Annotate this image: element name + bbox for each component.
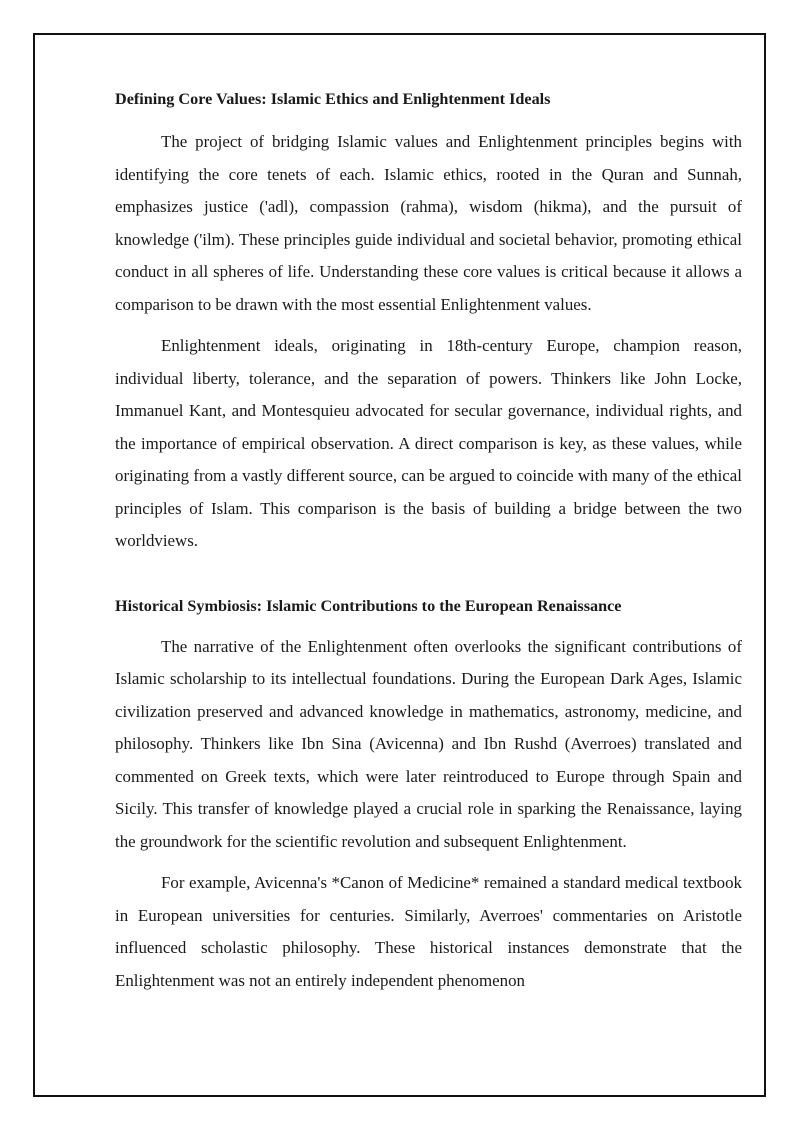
paragraph: Enlightenment ideals, originating in 18th-century Europe, champion reason, individual liberty, tolerance, and the separation of powers. Thinkers like John Locke, Immanuel Kant, and Montesquieu advocated for secular governance, individual rights, and the importance of empirical observation. A direct comparison is key, as these values, while originating from a vastly different source, can be argued to coincide with many of the ethical principles of Islam. This comparison is the basis of building a bridge between the two worldviews. xyxy=(115,336,742,550)
paragraph: For example, Avicenna's *Canon of Medicine* remained a standard medical textbook in European universities for centuries. Similarly, Averroes' commentaries on Aristotle influenced scholastic philosophy. These historical instances demonstrate that the Enlightenment was not an entirely independent phenomenon xyxy=(115,873,742,990)
paragraph: The narrative of the Enlightenment often overlooks the significant contributions of Islamic scholarship to its intellectual foundations. During the European Dark Ages, Islamic civilization preserved and advanced knowledge in mathematics, astronomy, medicine, and philosophy. Thinkers like Ibn Sina (Avicenna) and Ibn Rushd (Averroes) translated and commented on Greek texts, which were later reintroduced to Europe through Spain and Sicily. This transfer of knowledge played a crucial role in sparking the Renaissance, laying the groundwork for the scientific revolution and subsequent Enlightenment. xyxy=(115,636,742,851)
section-heading: Historical Symbiosis: Islamic Contributions to the European Renaissance xyxy=(115,596,622,615)
paragraph: The project of bridging Islamic values and Enlightenment principles begins with identifying the core tenets of each. Islamic ethics, rooted in the Quran and Sunnah, emphasizes justice ('adl), compassion (rahma), wisdom (hikma), and the pursuit of knowledge ('ilm). These principles guide individual and societal behavior, promoting ethical conduct in all spheres of life. Understanding these core values is critical because it allows a comparison to be drawn with the most essential Enlightenment values. xyxy=(115,132,742,314)
document-body xyxy=(115,88,742,1006)
section-heading: Defining Core Values: Islamic Ethics and Enlightenment Ideals xyxy=(115,90,551,108)
